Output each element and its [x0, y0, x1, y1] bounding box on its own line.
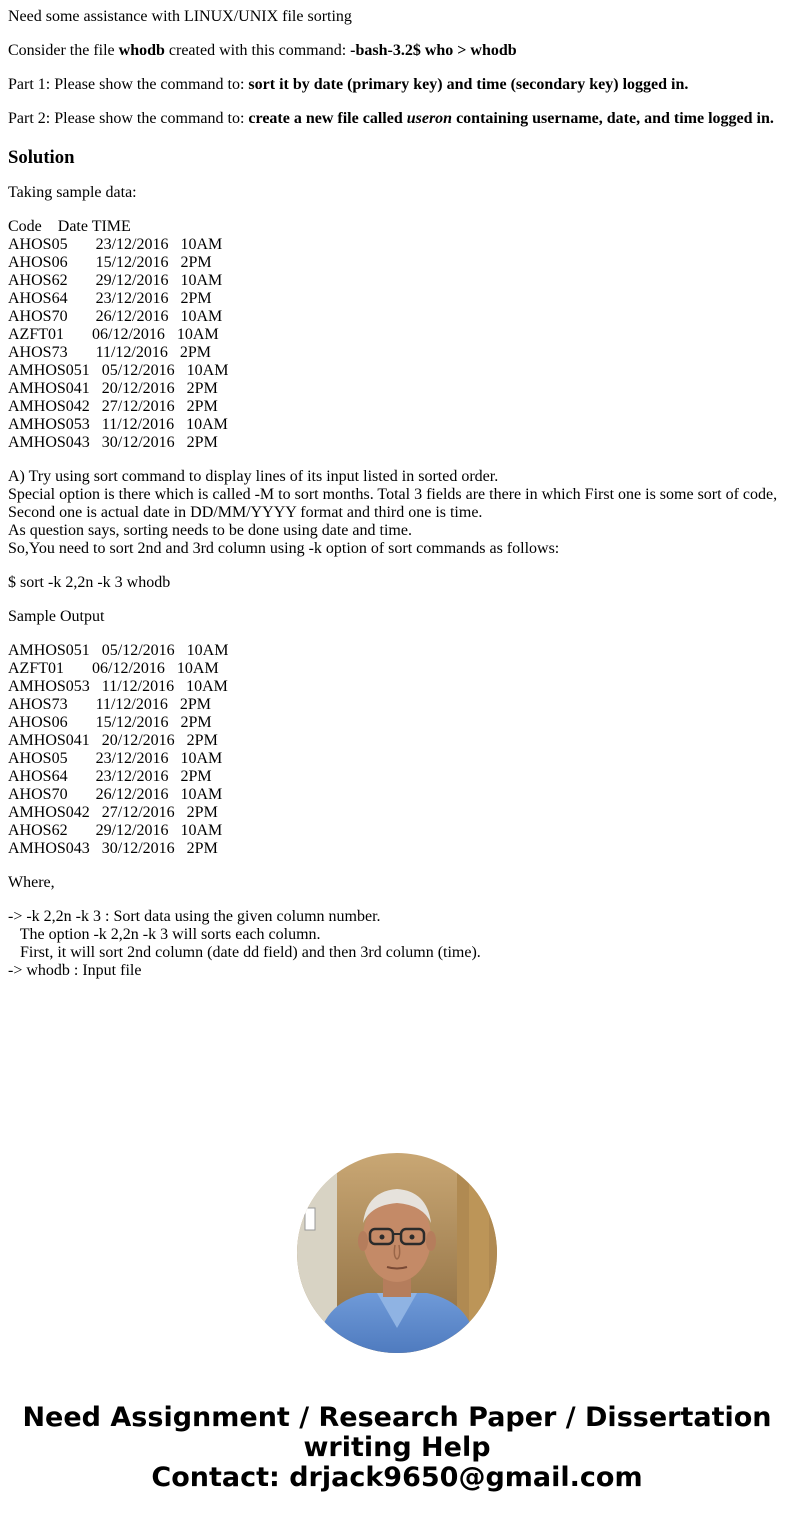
- solution-intro: Taking sample data:: [8, 184, 137, 201]
- sort-command: $ sort -k 2,2n -k 3 whodb: [8, 574, 171, 591]
- sample-output-label: Sample Output: [8, 608, 105, 625]
- where-details: -> -k 2,2n -k 3 : Sort data using the given column number. The option -k 2,2n -k 3 will sorts each column. First, it will sort 2nd column (date dd field) and then 3rd column (time). -> whodb : Input file: [8, 908, 481, 979]
- question-part1: Part 1: Please show the command to: sort it by date (primary key) and time (secondary key) logged in.: [8, 76, 689, 93]
- document-body: [8, 0, 788, 980]
- question-part2: Part 2: Please show the command to: create a new file called useron containing username, date, and time logged in.: [8, 110, 774, 127]
- solution-heading: Solution: [8, 147, 75, 168]
- footer-line-2: writing Help: [303, 1432, 491, 1463]
- sample-output-table: AMHOS051 05/12/2016 10AM AZFT01 06/12/2016 10AM AMHOS053 11/12/2016 10AM AHOS73 11/12/2016 2PM AHOS06 15/12/2016 2PM AMHOS041 20/12/2016 2PM AHOS05 23/12/2016 10AM AHOS64 23/12/2016 2PM AHOS70 26/12/2016 10AM AMHOS042 27/12/2016 2PM AHOS62 29/12/2016 10AM AMHOS043 30/12/2016 2PM: [8, 642, 229, 857]
- file-name: whodb: [118, 42, 165, 59]
- create-command: -bash-3.2$ who > whodb: [350, 42, 517, 59]
- question-title: Need some assistance with LINUX/UNIX file sorting: [8, 8, 352, 25]
- solution-explanation: A) Try using sort command to display lines of its input listed in sorted order. Special option is there which is called -M to sort months. Total 3 fields are there in which First one is some sort of code, Second one is actual date in DD/MM/YYYY format and third one is time. As question says, sorting needs to be done using date and time. So,You need to sort 2nd and 3rd column using -k option of sort commands as follows:: [8, 468, 778, 557]
- footer-banner: [0, 1403, 794, 1493]
- question-consider: Consider the file whodb created with this command: -bash-3.2$ who > whodb: [8, 42, 517, 59]
- sample-data-table: Code Date TIME AHOS05 23/12/2016 10AM AHOS06 15/12/2016 2PM AHOS62 29/12/2016 10AM AHOS64 23/12/2016 2PM AHOS70 26/12/2016 10AM AZFT01 06/12/2016 10AM AHOS73 11/12/2016 2PM AMHOS051 05/12/2016 10AM AMHOS041 20/12/2016 2PM AMHOS042 27/12/2016 2PM AMHOS053 11/12/2016 10AM AMHOS043 30/12/2016 2PM: [8, 218, 229, 451]
- footer-line-1: Need Assignment / Research Paper / Dissertation: [22, 1402, 772, 1433]
- where-label: Where,: [8, 874, 55, 891]
- footer-contact: Contact: drjack9650@gmail.com: [151, 1462, 643, 1493]
- author-avatar: [297, 1153, 497, 1353]
